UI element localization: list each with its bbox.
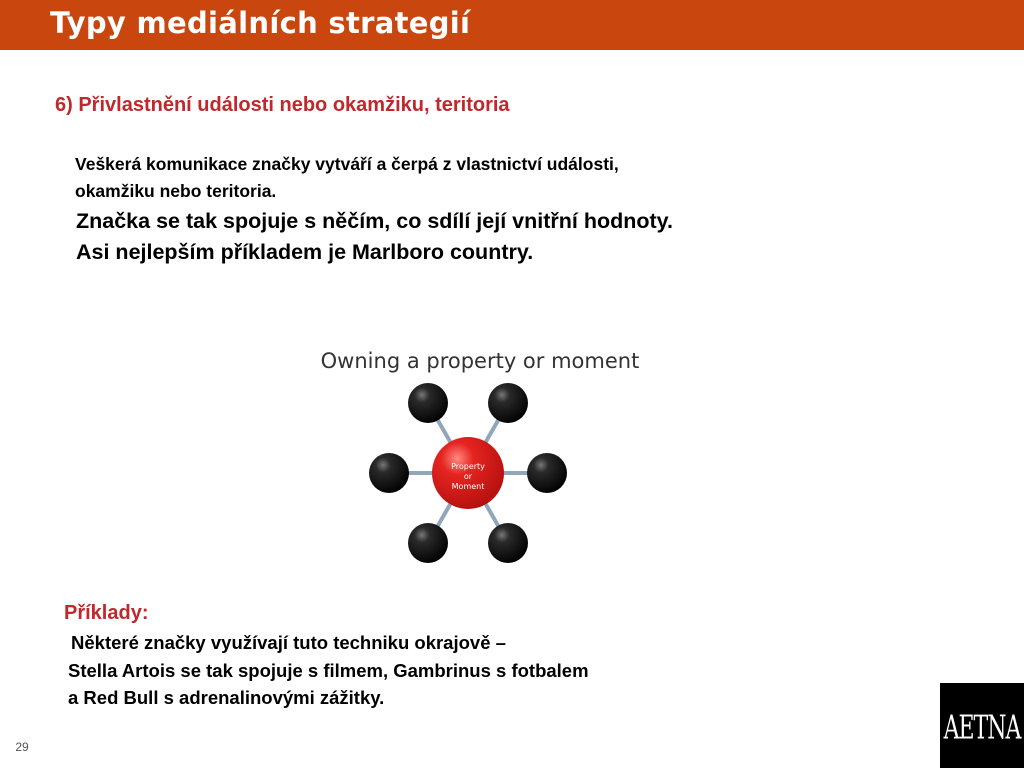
- section-heading: 6) Přivlastnění události nebo okamžiku, teritoria: [55, 94, 510, 116]
- center-label-2: or: [463, 472, 473, 481]
- node-bottom-right: [488, 523, 528, 563]
- property-diagram: [310, 340, 650, 570]
- center-label-3: Moment: [451, 482, 485, 491]
- aetna-logo: [940, 683, 1024, 768]
- paragraph-line-1: Veškerá komunikace značky vytváří a čerpá z vlastnictví události,: [75, 154, 619, 174]
- node-top-left: [408, 383, 448, 423]
- node-top-right: [488, 383, 528, 423]
- title-bar: [0, 0, 1024, 50]
- diagram-title: Owning a property or moment: [320, 349, 640, 373]
- slide-title: Typy mediálních strategií: [50, 6, 471, 40]
- node-right: [527, 453, 567, 493]
- node-bottom-left: [408, 523, 448, 563]
- page-number: 29: [15, 740, 29, 754]
- paragraph-line-2: okamžiku nebo teritoria.: [75, 181, 277, 201]
- example-line-3: a Red Bull s adrenalinovými zážitky.: [68, 687, 385, 708]
- example-line-2: Stella Artois se tak spojuje s filmem, Gambrinus s fotbalem: [68, 660, 589, 681]
- paragraph-line-4: Asi nejlepším příkladem je Marlboro country.: [76, 240, 534, 264]
- paragraph-line-3: Značka se tak spojuje s něčím, co sdílí její vnitřní hodnoty.: [76, 209, 673, 233]
- examples-label: Příklady:: [64, 602, 149, 624]
- center-label-1: Property: [451, 462, 485, 471]
- example-line-1: Některé značky využívají tuto techniku okrajově –: [71, 632, 506, 653]
- logo-text: AETNA: [943, 707, 1021, 747]
- node-left: [369, 453, 409, 493]
